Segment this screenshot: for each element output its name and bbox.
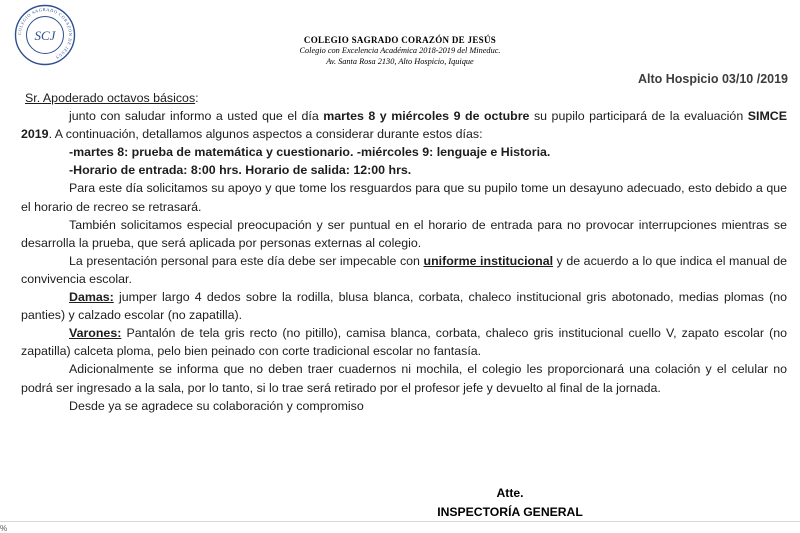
page-bottom-divider (0, 521, 800, 522)
signer-name: INSPECTORÍA GENERAL (437, 505, 583, 519)
schedule-hours: -Horario de entrada: 8:00 hrs. Horario de salida: 12:00 hrs. (69, 163, 412, 178)
letterhead (230, 34, 570, 67)
corner-label: % (0, 524, 8, 533)
letter-date: Alto Hospicio 03/10 /2019 (637, 72, 788, 86)
paragraph-damas: Damas: jumper largo 4 dedos sobre la rodilla, blusa blanca, corbata, chaleco institucional gris abotonado, medias plomas (no panties) y calzado escolar (no zapatilla). (21, 290, 787, 323)
greeting: Sr. Apoderado octavos básicos: (25, 91, 199, 105)
svg-text:SCJ: SCJ (34, 28, 56, 43)
paragraph-thanks: Desde ya se agradece su colaboración y compromiso (69, 398, 364, 413)
paragraph-intro: junto con saludar informo a usted que el día martes 8 y miércoles 9 de octubre su pupilo participará de la evaluación SIMCE 2019. A continuación, detallamos algunos aspectos a considerar durante estos días: (21, 109, 787, 142)
school-address: Av. Santa Rosa 2130, Alto Hospicio, Iquique (326, 56, 474, 66)
paragraph-varones: Varones: Pantalón de tela gris recto (no pitillo), camisa blanca, corbata, chaleco gris institucional cuello V, zapato escolar (no zapatilla) calceta ploma, pelo bien peinado con corte tradicional escolar no fantasía. (21, 326, 787, 359)
svg-text:COLEGIO SAGRADO CORAZÓN DE JES: COLEGIO SAGRADO CORAZÓN DE JESÚS (16, 6, 74, 61)
closing-atte: Atte. (496, 486, 524, 500)
paragraph-punctuality: También solicitamos especial preocupación y ser puntual en el horario de entrada para no provocar interrupciones mientras se desarrolla la prueba, que será aplicada por personas externas al colegio. (21, 217, 787, 250)
school-subtitle: Colegio con Excelencia Académica 2018-2019 del Mineduc. (299, 46, 501, 55)
paragraph-uniform: La presentación personal para este día debe ser impecable con uniforme institucional y de acuerdo a lo que indica el manual de convivencia escolar. (21, 253, 787, 286)
signature-block (410, 484, 610, 522)
paragraph-breakfast: Para este día solicitamos su apoyo y que tome los resguardos para que su pupilo tome un desayuno adecuado, esto debido a que el horario de recreo se retrasará. (21, 181, 787, 214)
paragraph-additional: Adicionalmente se informa que no deben traer cuadernos ni mochila, el colegio les proporcionará una colación y el celular no podrá ser ingresado a la sala, por lo tanto, si lo trae será retirado por el profesor jefe y devuelto al final de la jornada. (21, 362, 787, 395)
school-name: COLEGIO SAGRADO CORAZÓN DE JESÚS (303, 35, 497, 45)
letter-body (21, 89, 787, 415)
school-seal-logo (14, 4, 76, 66)
schedule-days: -martes 8: prueba de matemática y cuestionario. -miércoles 9: lenguaje e Historia. (69, 145, 551, 160)
